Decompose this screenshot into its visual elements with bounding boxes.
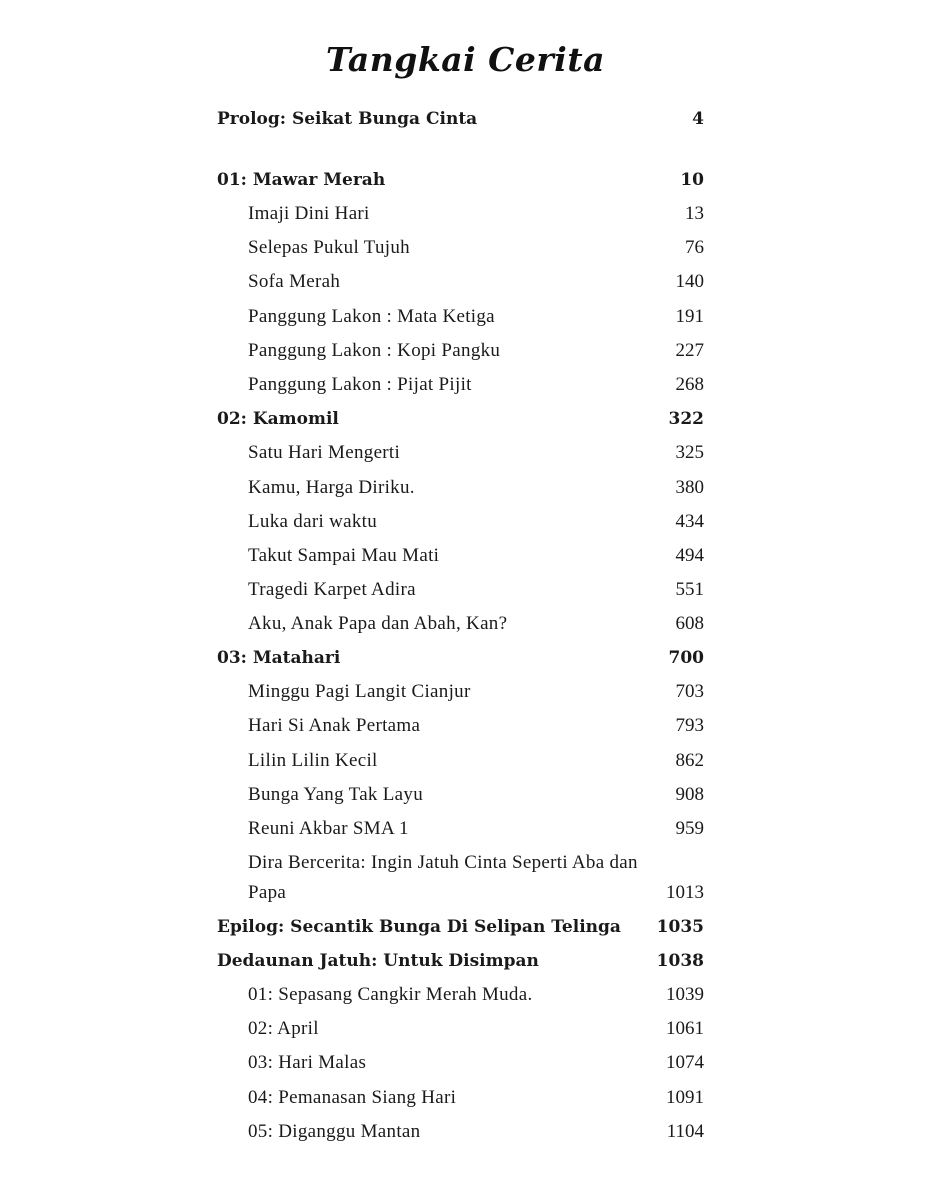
toc-entry-page: 1013 <box>666 882 704 903</box>
toc-entry-page: 1104 <box>666 1121 704 1142</box>
toc-entry-page: 268 <box>675 374 704 395</box>
toc-entry-label: Selepas Pukul Tujuh <box>248 237 410 258</box>
toc-entry-page: 140 <box>675 271 704 292</box>
toc-entry-label: 04: Pemanasan Siang Hari <box>248 1087 457 1108</box>
toc-entry-page: 494 <box>675 545 704 566</box>
toc-entry-page: 325 <box>675 442 704 463</box>
toc-entry-label: Panggung Lakon : Kopi Pangku <box>248 340 501 361</box>
toc-entry-page: 959 <box>675 818 704 839</box>
page-title: Tangkai Cerita <box>326 40 605 79</box>
toc-entry-page: 862 <box>675 750 704 771</box>
toc-entry-label: Imaji Dini Hari <box>248 203 370 224</box>
toc-entry-label: 01: Sepasang Cangkir Merah Muda. <box>248 984 533 1005</box>
toc-entry-label: Takut Sampai Mau Mati <box>248 545 440 566</box>
toc-entry-label: Dedaunan Jatuh: Untuk Disimpan <box>217 951 539 971</box>
toc-entry-label: 01: Mawar Merah <box>217 170 386 190</box>
toc-entry-page: 608 <box>675 613 704 634</box>
toc-entry-page: 13 <box>685 203 704 224</box>
toc-entry-label: 03: Matahari <box>217 648 341 668</box>
toc-entry-label: Sofa Merah <box>248 271 341 292</box>
toc-entry-label: Panggung Lakon : Mata Ketiga <box>248 306 495 327</box>
toc-entry-label: Prolog: Seikat Bunga Cinta <box>217 109 478 129</box>
toc-entry-page: 1039 <box>666 984 704 1005</box>
toc-entry-page: 1061 <box>666 1018 704 1039</box>
toc-entry-label: Hari Si Anak Pertama <box>248 715 421 736</box>
toc-entry-page: 551 <box>675 579 704 600</box>
toc-entry-page: 700 <box>668 648 704 668</box>
toc-entry-page: 434 <box>675 511 704 532</box>
toc-entry-label: 03: Hari Malas <box>248 1052 367 1073</box>
toc-entry-page: 10 <box>680 170 704 190</box>
toc-entry-label: Kamu, Harga Diriku. <box>248 477 415 498</box>
toc-entry-page: 703 <box>675 681 704 702</box>
toc-entry-page: 191 <box>675 306 704 327</box>
toc-entry-label: Dira Bercerita: Ingin Jatuh Cinta Seperti Aba dan <box>248 852 638 873</box>
toc-entry-page: 1074 <box>666 1052 704 1073</box>
toc-entry-page: 227 <box>675 340 704 361</box>
toc-entry-label: Minggu Pagi Langit Cianjur <box>248 681 471 702</box>
toc-entry-label: Satu Hari Mengerti <box>248 442 401 463</box>
toc-entry-label: Bunga Yang Tak Layu <box>248 784 424 805</box>
toc-entry-label: Panggung Lakon : Pijat Pijit <box>248 374 472 395</box>
toc-entry-page: 4 <box>692 109 704 129</box>
toc-entry-label: Reuni Akbar SMA 1 <box>248 818 409 839</box>
toc-entry-label: Aku, Anak Papa dan Abah, Kan? <box>248 613 508 634</box>
toc-entry-label: 05: Diganggu Mantan <box>248 1121 421 1142</box>
toc-entry-label: 02: Kamomil <box>217 409 339 429</box>
toc-entry-page: 1035 <box>656 917 704 937</box>
toc-entry-label-continued: Papa <box>248 882 287 903</box>
toc-entry-page: 908 <box>675 784 704 805</box>
toc-entry-page: 322 <box>668 409 704 429</box>
toc-entry-label: Lilin Lilin Kecil <box>248 750 378 771</box>
toc-entry-page: 380 <box>675 477 704 498</box>
toc-entry-page: 1091 <box>666 1087 704 1108</box>
toc-entry-label: Luka dari waktu <box>248 511 378 532</box>
toc-entry-label: Epilog: Secantik Bunga Di Selipan Telinga <box>217 917 621 937</box>
toc-entry-label: 02: April <box>248 1018 319 1039</box>
toc-entry-page: 76 <box>685 237 704 258</box>
toc-entry-label: Tragedi Karpet Adira <box>248 579 416 600</box>
toc-entry-page: 1038 <box>656 951 704 971</box>
toc-entry-page: 793 <box>675 715 704 736</box>
